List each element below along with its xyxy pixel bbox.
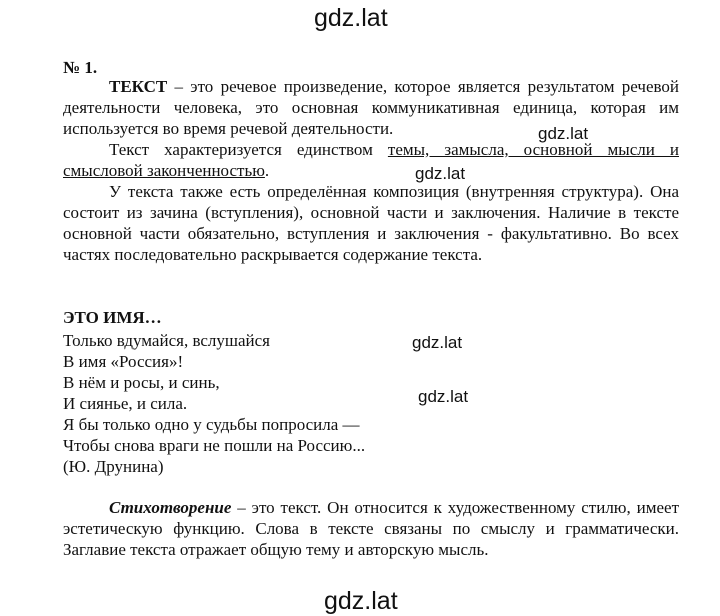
poem-term: Стихотворение <box>109 498 232 517</box>
poem-block <box>63 330 365 477</box>
poem-line: Я бы только одно у судьбы попросила — <box>63 415 360 434</box>
watermark-bottom: gdz.lat <box>324 587 398 615</box>
paragraph-composition: У текста также есть определённая композиция (внутренняя структура). Она состоит из зачина (вступления), основной части и заключения. Наличие в тексте основной части обязательно, вступления и заключения - факультативно. Во всех частях последовательно раскрывается содержание текста. <box>63 182 679 264</box>
poem-line: В имя «Россия»! <box>63 352 184 371</box>
poem-line: Чтобы снова враги не пошли на Россию... <box>63 436 366 455</box>
poem-line: Только вдумайся, вслушайся <box>63 331 270 350</box>
poem-analysis-block <box>63 497 679 560</box>
watermark-top: gdz.lat <box>314 4 388 32</box>
characteristics-end: . <box>264 161 270 180</box>
watermark-poem2: gdz.lat <box>418 387 469 406</box>
watermark-mid1: gdz.lat <box>538 124 589 143</box>
poem-line: В нём и росы, и синь, <box>63 373 220 392</box>
term-text: ТЕКСТ <box>109 77 168 96</box>
exercise-number: № 1. <box>63 58 98 77</box>
definition-block <box>63 76 679 265</box>
underlined-phrase: темы, замысла, основной мысли и смысловой законченностью <box>63 140 679 180</box>
poem-author: (Ю. Друнина) <box>63 457 164 476</box>
watermark-mid2: gdz.lat <box>415 164 466 183</box>
watermark-poem1: gdz.lat <box>412 333 463 352</box>
poem-analysis-text: – это текст. Он относится к художественному стилю, имеет эстетическую функцию. Слова в тексте связаны по смыслу и грамматически. Заглавие текста отражает общую тему и авторскую мысль. <box>63 498 679 559</box>
characteristics-text: Текст характеризуется единством <box>109 140 388 159</box>
poem-title: ЭТО ИМЯ… <box>63 308 162 327</box>
poem-line: И сиянье, и сила. <box>63 394 188 413</box>
paragraph-poem-analysis <box>63 497 679 560</box>
definition-text: – это речевое произведение, которое является результатом речевой деятельности человека, это основная коммуникативная единица, которая им используется во время речевой деятельности. <box>63 77 679 138</box>
paragraph-characteristics <box>63 139 679 181</box>
